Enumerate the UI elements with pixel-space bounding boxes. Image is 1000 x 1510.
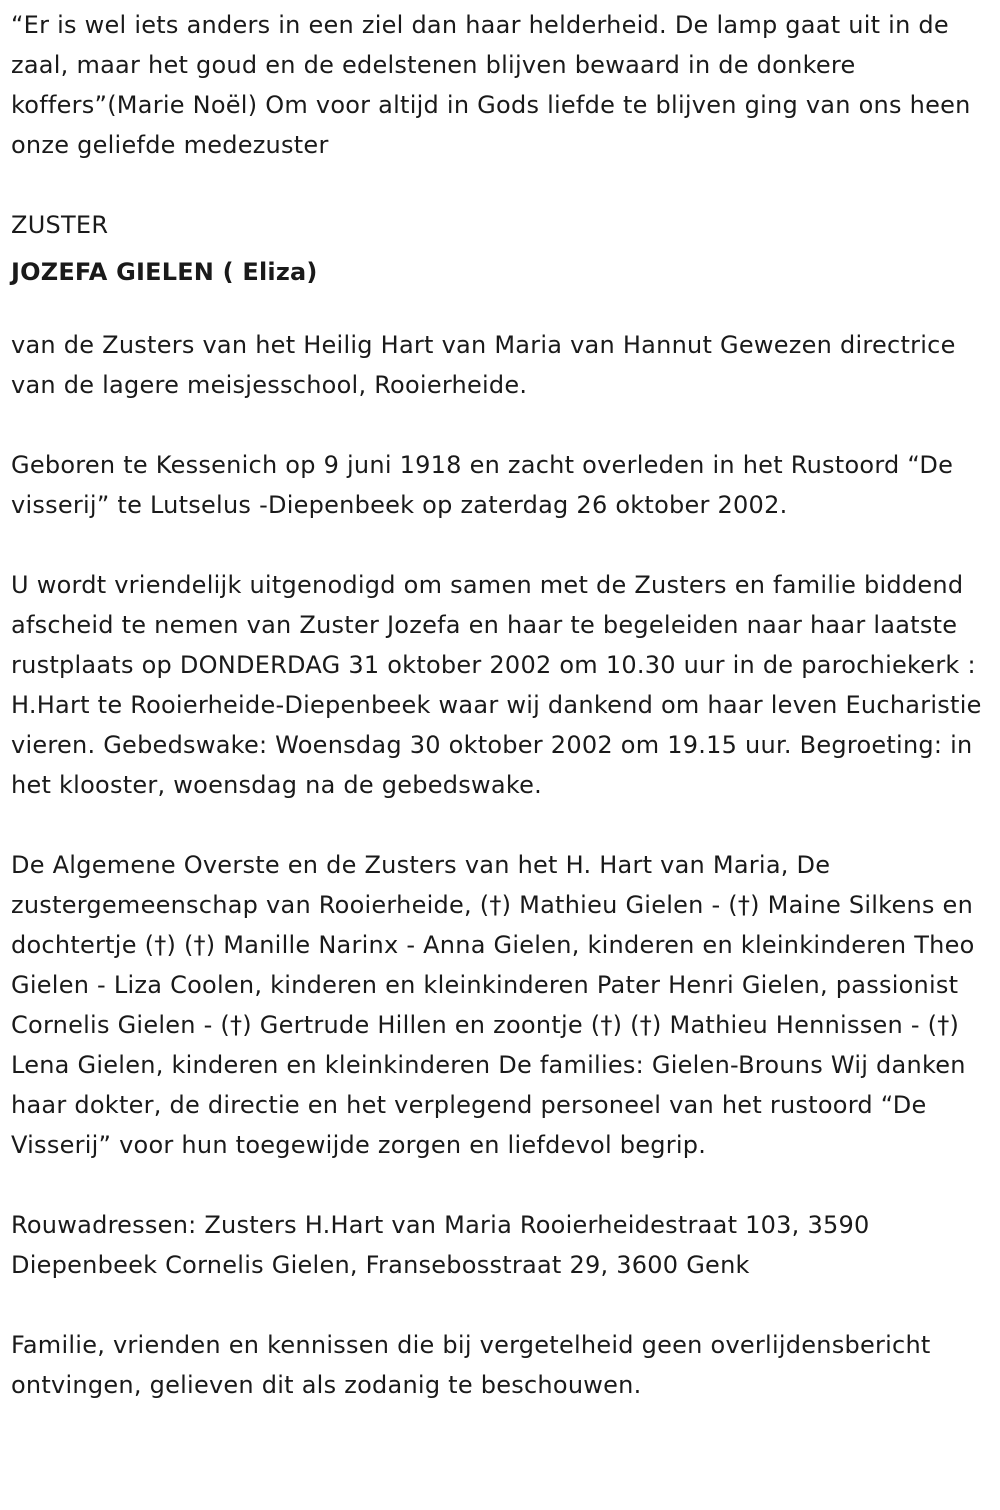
paragraph-gap (11, 805, 991, 845)
obituary-notice (11, 5, 991, 1405)
funeral-invitation-paragraph: U wordt vriendelijk uitgenodigd om samen met de Zusters en familie biddend afscheid te nemen van Zuster Jozefa en haar te begeleiden naar haar laatste rustplaats op DONDERDAG 31 oktober 2002 om 10.30 uur in de parochiekerk : H.Hart te Rooierheide-Diepenbeek waar wij dankend om haar leven Eucharistie vieren. Gebedswake: Woensdag 30 oktober 2002 om 19.15 uur. Begroeting: in het klooster, woensdag na de gebedswake. (11, 571, 982, 799)
opening-quote: “Er is wel iets anders in een ziel dan haar helderheid. De lamp gaat uit in de zaal, maar het goud en de edelstenen blijven bewaard in de donkere koffers”(Marie Noël) Om voor altijd in Gods liefde te blijven ging van ons heen onze geliefde medezuster (11, 11, 971, 159)
deceased-title: ZUSTER (11, 211, 109, 239)
paragraph-gap (11, 1285, 991, 1325)
closing-paragraph: Familie, vrienden en kennissen die bij vergetelheid geen overlijdensbericht ontvingen, gelieven dit als zodanig te beschouwen. (11, 1331, 931, 1399)
congregation-paragraph: van de Zusters van het Heilig Hart van Maria van Hannut Gewezen directrice van de lagere meisjesschool, Rooierheide. (11, 331, 956, 399)
condolence-addresses: Rouwadressen: Zusters H.Hart van Maria Rooierheidestraat 103, 3590 Diepenbeek Cornelis Gielen, Fransebosstraat 29, 3600 Genk (11, 1211, 870, 1279)
paragraph-gap (11, 525, 991, 565)
paragraph-gap (11, 165, 991, 205)
paragraph-gap (11, 405, 991, 445)
birth-death-paragraph: Geboren te Kessenich op 9 juni 1918 en zacht overleden in het Rustoord “De visserij” te Lutselus -Diepenbeek op zaterdag 26 oktober 2002. (11, 451, 954, 519)
paragraph-gap (11, 1165, 991, 1205)
deceased-name: JOZEFA GIELEN ( Eliza) (11, 258, 318, 286)
family-paragraph: De Algemene Overste en de Zusters van het H. Hart van Maria, De zustergemeenschap van Rooierheide, (†) Mathieu Gielen - (†) Maine Silkens en dochtertje (†) (†) Manille Narinx - Anna Gielen, kinderen en kleinkinderen Theo Gielen - Liza Coolen, kinderen en kleinkinderen Pater Henri Gielen, passionist Cornelis Gielen - (†) Gertrude Hillen en zoontje (†) (†) Mathieu Hennissen - (†) Lena Gielen, kinderen en kleinkinderen De families: Gielen-Brouns Wij danken haar dokter, de directie en het verplegend personeel van het rustoord “De Visserij” voor hun toegewijde zorgen en liefdevol begrip. (11, 851, 975, 1159)
paragraph-gap (11, 299, 991, 325)
